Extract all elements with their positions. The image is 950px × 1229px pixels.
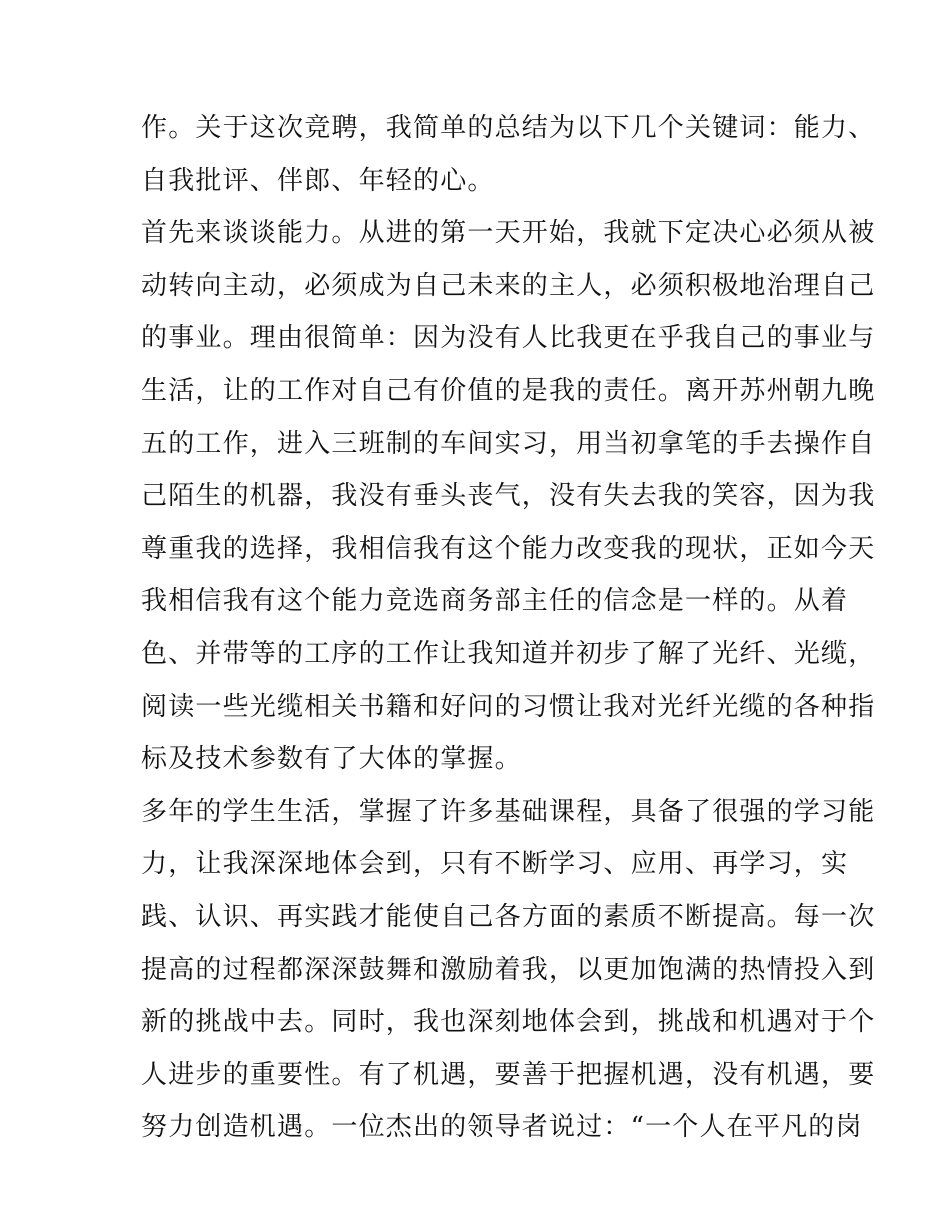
text-line: 力，让我深深地体会到，只有不断学习、应用、再学习，实 (141, 849, 849, 880)
text-line: 己陌生的机器，我没有垂头丧气，没有失去我的笑容，因为我 (141, 481, 876, 512)
text-line: 的事业。理由很简单：因为没有人比我更在乎我自己的事业与 (141, 323, 876, 354)
text-line: 色、并带等的工序的工作让我知道并初步了解了光纤、光缆， (141, 638, 876, 669)
text-line: 尊重我的选择，我相信我有这个能力改变我的现状，正如今天 (141, 533, 876, 564)
text-line: 多年的学生生活，掌握了许多基础课程，具备了很强的学习能 (141, 796, 876, 827)
text-line: 动转向主动，必须成为自己未来的主人，必须积极地治理自己 (141, 270, 876, 301)
text-line: 标及技术参数有了大体的掌握。 (141, 744, 522, 775)
text-line: 自我批评、伴郎、年轻的心。 (141, 165, 495, 196)
text-line: 我相信我有这个能力竞选商务部主任的信念是一样的。从着 (141, 586, 849, 617)
text-line: 新的挑战中去。同时，我也深刻地体会到，挑战和机遇对于个 (141, 1007, 876, 1038)
text-line: 首先来谈谈能力。从进的第一天开始，我就下定决心必须从被 (141, 218, 876, 249)
text-line: 努力创造机遇。一位杰出的领导者说过：“一个人在平凡的岗 (141, 1112, 863, 1143)
text-line: 五的工作，进入三班制的车间实习，用当初拿笔的手去操作自 (141, 428, 876, 459)
text-line: 生活，让的工作对自己有价值的是我的责任。离开苏州朝九晚 (141, 375, 876, 406)
text-line: 人进步的重要性。有了机遇，要善于把握机遇，没有机遇，要 (141, 1059, 876, 1090)
text-line: 践、认识、再实践才能使自己各方面的素质不断提高。每一次 (141, 901, 876, 932)
text-line: 作。关于这次竞聘，我简单的总结为以下几个关键词：能力、 (141, 113, 876, 143)
body-text (141, 106, 876, 1158)
text-line: 阅读一些光缆相关书籍和好问的习惯让我对光纤光缆的各种指 (141, 691, 876, 722)
text-line: 提高的过程都深深鼓舞和激励着我，以更加饱满的热情投入到 (141, 954, 876, 985)
